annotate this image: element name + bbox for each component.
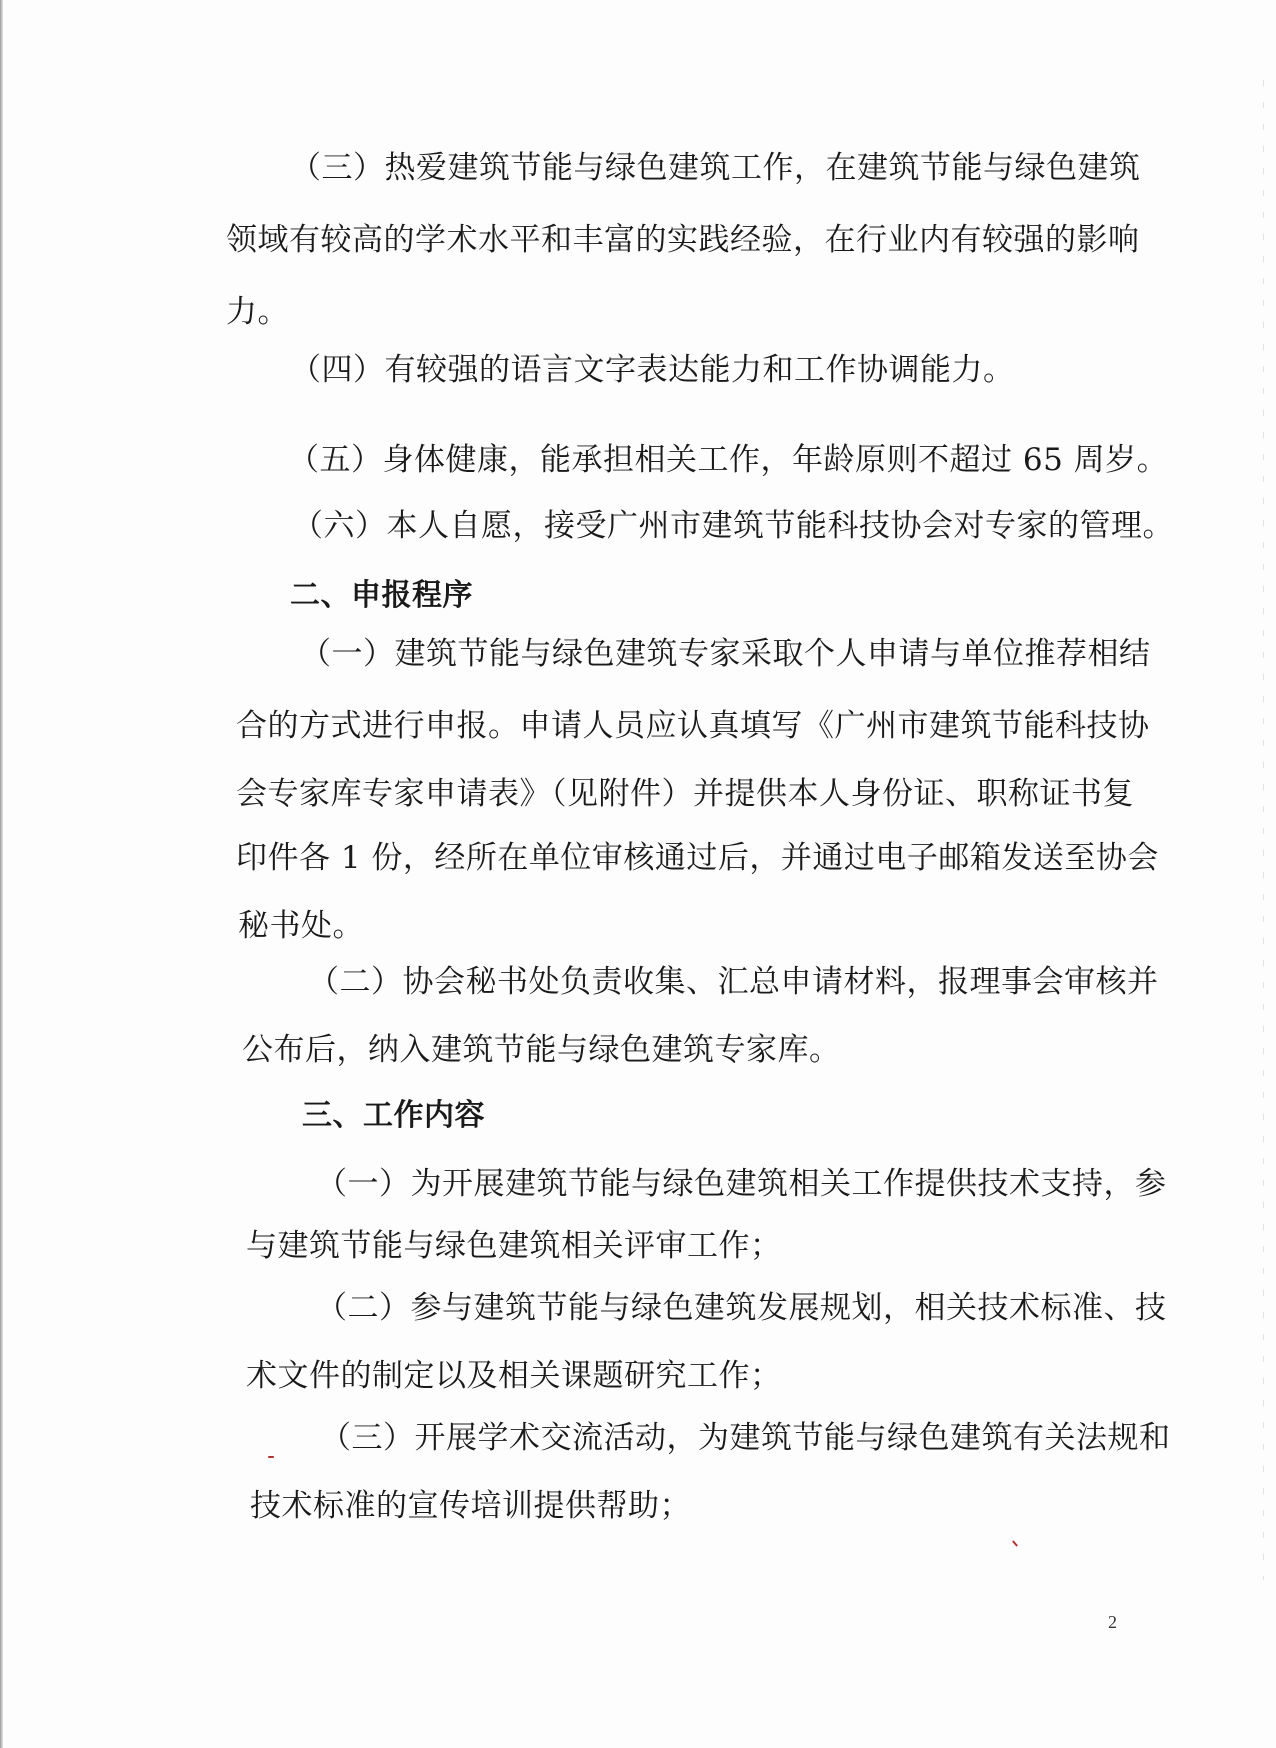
- text-line: （三）开展学术交流活动，为建筑节能与绿色建筑有关法规和: [320, 1420, 1171, 1456]
- text-line: （一）建筑节能与绿色建筑专家采取个人申请与单位推荐相结: [300, 636, 1151, 672]
- text-line: （二）协会秘书处负责收集、汇总申请材料，报理事会审核并: [308, 964, 1159, 1000]
- text-line: （五）身体健康，能承担相关工作，年龄原则不超过 65 周岁。: [288, 442, 1169, 478]
- section-heading: 二、申报程序: [290, 578, 473, 613]
- scan-edge-shadow: [0, 0, 3, 1748]
- text-line: 公布后，纳入建筑节能与绿色建筑专家库。: [242, 1032, 841, 1068]
- text-line: （三）热爱建筑节能与绿色建筑工作，在建筑节能与绿色建筑: [290, 150, 1141, 186]
- scan-speck: [268, 1456, 274, 1458]
- section-heading: 三、工作内容: [302, 1098, 485, 1133]
- text-line: （一）为开展建筑节能与绿色建筑相关工作提供技术支持，参: [316, 1166, 1167, 1202]
- text-line: 力。: [226, 294, 289, 330]
- text-line: 合的方式进行申报。申请人员应认真填写《广州市建筑节能科技协: [236, 708, 1150, 744]
- text-line: （四）有较强的语言文字表达能力和工作协调能力。: [290, 352, 1015, 388]
- text-line: 技术标准的宣传培训提供帮助；: [250, 1488, 691, 1524]
- scan-speck: [1012, 1540, 1018, 1547]
- text-line: 秘书处。: [238, 908, 364, 944]
- scan-edge-artifact: [1263, 80, 1264, 1580]
- text-line: 领域有较高的学术水平和丰富的实践经验，在行业内有较强的影响: [226, 222, 1140, 258]
- text-line: 印件各 1 份，经所在单位审核通过后，并通过电子邮箱发送至协会: [236, 840, 1159, 876]
- text-line: （二）参与建筑节能与绿色建筑发展规划，相关技术标准、技: [316, 1290, 1167, 1326]
- text-line: 与建筑节能与绿色建筑相关评审工作；: [246, 1228, 782, 1264]
- text-line: 会专家库专家申请表》（见附件）并提供本人身份证、职称证书复: [236, 776, 1134, 812]
- text-line: 术文件的制定以及相关课题研究工作；: [246, 1358, 782, 1394]
- page-number: 2: [1108, 1612, 1117, 1632]
- text-line: （六）本人自愿，接受广州市建筑节能科技协会对专家的管理。: [292, 508, 1174, 544]
